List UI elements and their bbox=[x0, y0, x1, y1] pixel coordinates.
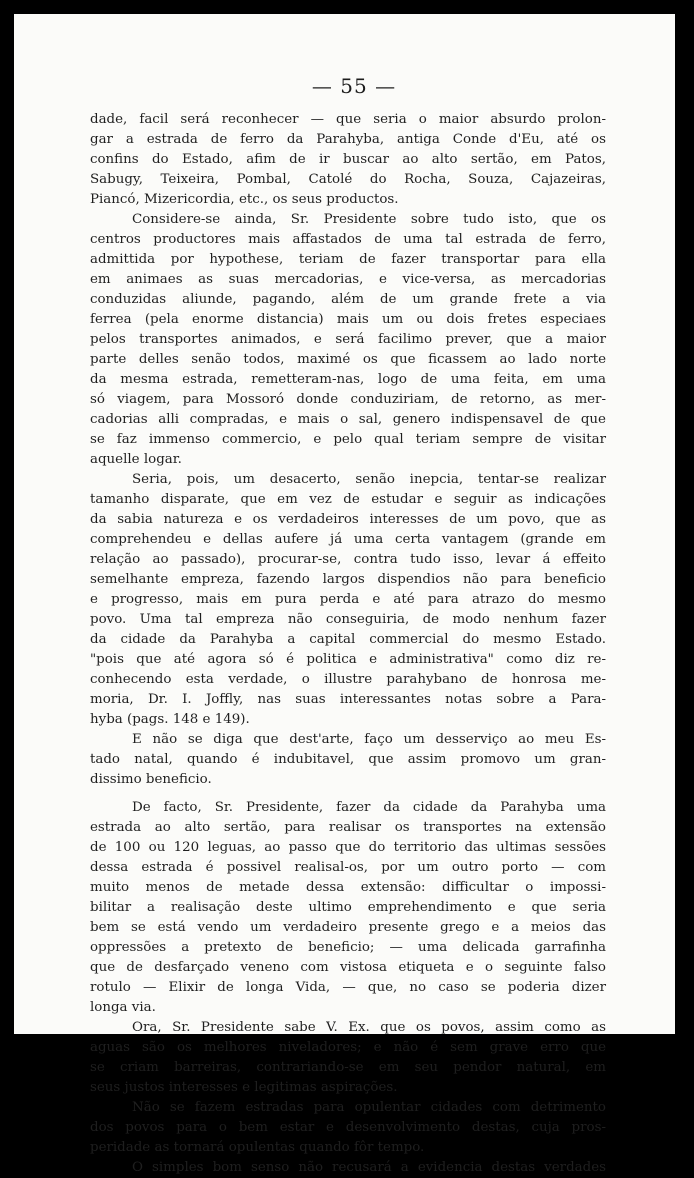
text-line: aguas são os melhores niveladores; e não é sem grave erro que bbox=[90, 1040, 606, 1055]
text-line: tamanho disparate, que em vez de estudar e seguir as indicações bbox=[90, 492, 606, 507]
document-page bbox=[14, 14, 675, 1175]
text-line: Considere-se ainda, Sr. Presidente sobre tudo isto, que os bbox=[132, 212, 606, 227]
text-line: povo. Uma tal empreza não conseguiria, de modo nenhum fazer bbox=[90, 612, 606, 627]
text-line: rotulo — Elixir de longa Vida, — que, no caso se poderia dizer bbox=[90, 980, 606, 995]
text-line: Sabugy, Teixeira, Pombal, Catolé do Rocha, Souza, Cajazeiras, bbox=[90, 172, 606, 187]
text-line: parte delles senão todos, maximé os que ficassem ao lado norte bbox=[90, 352, 606, 367]
text-line: em animaes as suas mercadorias, e vice-versa, as mercadorias bbox=[90, 272, 606, 287]
text-line: peridade as tornará opulentas quando fôr tempo. bbox=[90, 1140, 425, 1155]
text-line: pelos transportes animados, e será facilimo prever, que a maior bbox=[90, 332, 606, 347]
text-line: longa via. bbox=[90, 1000, 156, 1015]
text-line: ferrea (pela enorme distancia) mais um ou dois fretes especiaes bbox=[90, 312, 606, 327]
text-line: se criam barreiras, contrariando-se em seu pendor natural, em bbox=[90, 1060, 606, 1075]
text-line: relação ao passado), procurar-se, contra tudo isso, levar á effeito bbox=[90, 552, 606, 567]
text-line: e progresso, mais em pura perda e até para atrazo do mesmo bbox=[90, 592, 606, 607]
text-line: estrada ao alto sertão, para realisar os transportes na extensão bbox=[90, 820, 606, 835]
text-line: dade, facil será reconhecer — que seria o maior absurdo prolon- bbox=[90, 112, 606, 127]
text-line: gar a estrada de ferro da Parahyba, antiga Conde d'Eu, até os bbox=[90, 132, 606, 147]
body-text bbox=[90, 110, 606, 1178]
text-line: cadorias alli compradas, e mais o sal, genero indispensavel de que bbox=[90, 412, 606, 427]
text-line: dissimo beneficio. bbox=[90, 772, 212, 787]
text-line: Ora, Sr. Presidente sabe V. Ex. que os povos, assim como as bbox=[132, 1020, 606, 1035]
text-line: da mesma estrada, remetteram-nas, logo de uma feita, em uma bbox=[90, 372, 606, 387]
text-line: conhecendo esta verdade, o illustre parahybano de honrosa me- bbox=[90, 672, 606, 687]
text-line: seus justos interesses e legitimas aspirações. bbox=[90, 1080, 398, 1095]
text-line: Seria, pois, um desacerto, senão inepcia, tentar-se realizar bbox=[132, 472, 606, 487]
text-line: bem se está vendo um verdadeiro presente grego e a meios das bbox=[90, 920, 606, 935]
text-line: conduzidas aliunde, pagando, além de um grande frete a via bbox=[90, 292, 606, 307]
text-line: comprehendeu e dellas aufere já uma certa vantagem (grande em bbox=[90, 532, 606, 547]
text-line: dessa estrada é possivel realisal-os, por um outro porto — com bbox=[90, 860, 606, 875]
text-line: dos povos para o bem estar e desenvolvimento destas, cuja pros- bbox=[90, 1120, 606, 1135]
text-line: tado natal, quando é indubitavel, que assim promovo um gran- bbox=[90, 752, 606, 767]
text-line: confins do Estado, afim de ir buscar ao alto sertão, em Patos, bbox=[90, 152, 606, 167]
text-line: hyba (pags. 148 e 149). bbox=[90, 712, 250, 727]
text-line: muito menos de metade dessa extensão: difficultar o impossi- bbox=[90, 880, 606, 895]
text-line: O simples bom senso não recusará a evidencia destas verdades bbox=[132, 1160, 606, 1175]
text-line: De facto, Sr. Presidente, fazer da cidade da Parahyba uma bbox=[132, 800, 606, 815]
text-line: da cidade da Parahyba a capital commercial do mesmo Estado. bbox=[90, 632, 606, 647]
text-line: da sabia natureza e os verdadeiros interesses de um povo, que as bbox=[90, 512, 606, 527]
text-line: Piancó, Mizericordia, etc., os seus productos. bbox=[90, 192, 399, 207]
text-line: oppressões a pretexto de beneficio; — uma delicada garrafinha bbox=[90, 940, 606, 955]
text-line: se faz immenso commercio, e pelo qual teriam sempre de visitar bbox=[90, 432, 606, 447]
text-line: de 100 ou 120 leguas, ao passo que do territorio das ultimas sessões bbox=[90, 840, 606, 855]
page-number: — 55 — bbox=[311, 74, 397, 98]
text-line: bilitar a realisação deste ultimo emprehendimento e que seria bbox=[90, 900, 606, 915]
text-line: aquelle logar. bbox=[90, 452, 182, 467]
text-line: só viagem, para Mossoró donde conduziriam, de retorno, as mer- bbox=[90, 392, 606, 407]
text-line: "pois que até agora só é politica e administrativa" como diz re- bbox=[90, 652, 606, 667]
text-line: que de desfarçado veneno com vistosa etiqueta e o seguinte falso bbox=[90, 960, 606, 975]
text-line: centros productores mais affastados de uma tal estrada de ferro, bbox=[90, 232, 606, 247]
text-line: E não se diga que dest'arte, faço um desserviço ao meu Es- bbox=[132, 732, 606, 747]
text-line: admittida por hypothese, teriam de fazer transportar para ella bbox=[90, 252, 606, 267]
text-line: moria, Dr. I. Joffly, nas suas interessantes notas sobre a Para- bbox=[90, 692, 606, 707]
text-line: semelhante empreza, fazendo largos dispendios não para beneficio bbox=[90, 572, 606, 587]
text-line: Não se fazem estradas para opulentar cidades com detrimento bbox=[132, 1100, 606, 1115]
